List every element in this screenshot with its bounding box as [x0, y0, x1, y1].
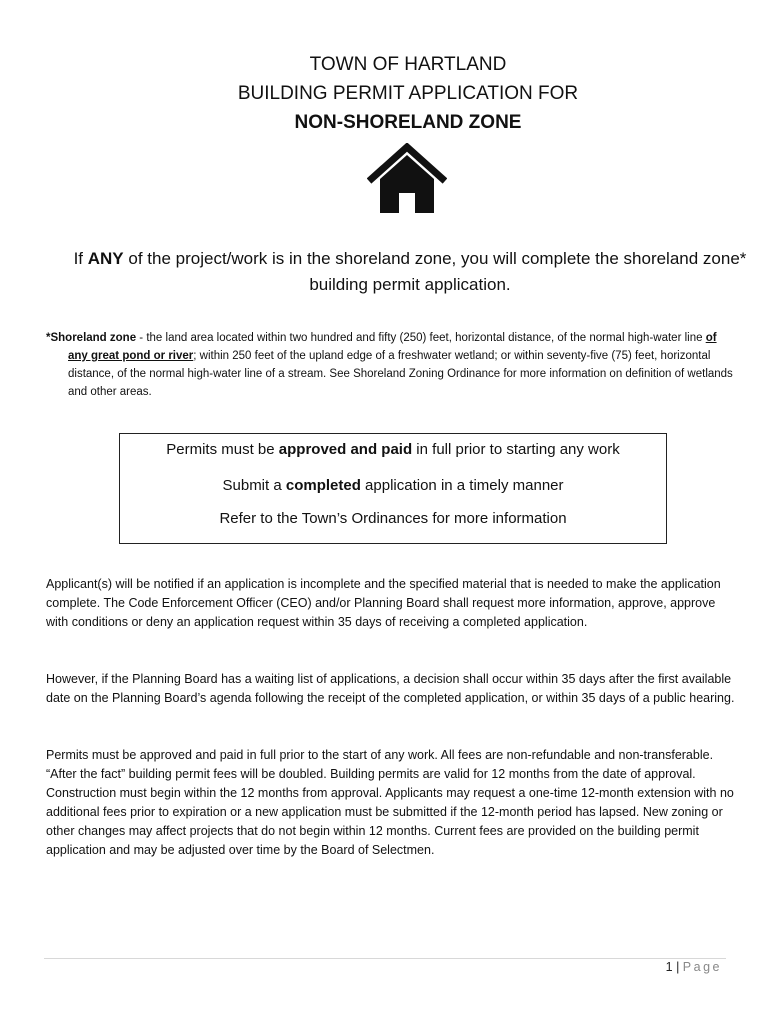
definition-text-before: - the land area located within two hundred and fifty (250) feet, horizontal distance, of the normal high-water line: [136, 332, 706, 344]
house-icon: [367, 143, 447, 215]
notice-line-submit-bold: completed: [285, 477, 361, 494]
notice-line-submit: [120, 477, 666, 494]
town-name: TOWN OF HARTLAND: [309, 54, 507, 75]
intro-suffix: of the project/work is in the shoreland zone, you will complete the shoreland zone* building permit application.: [123, 249, 747, 294]
notice-box: [119, 433, 667, 544]
definition-term: *Shoreland zone: [46, 332, 137, 344]
notice-line-payment-pre: Permits must be: [166, 441, 279, 458]
intro-emphasis: ANY: [87, 249, 124, 268]
paragraph-permit-terms: Permits must be approved and paid in full prior to the start of any work. All fees are non-refundable and non-transferable. “After the fact” building permit fees will be doubled. Building permits are valid for 12 months from the date of approval. Construction must begin within the 12 months from approval. Applicants may request a one-time 12-month extension with no additional fees prior to expiration or a new application must be submitted if the 12-month period has lapsed. New zoning or other changes may affect projects that do not begin within 12 months. Current fees are provided on the building permit application and may be adjusted over time by the Board of Selectmen.: [46, 748, 734, 857]
paragraph-planning-board: However, if the Planning Board has a waiting list of applications, a decision shall occur within 35 days after the first available date on the Planning Board’s agenda following the receipt of the completed application, or within 35 days of a public hearing.: [46, 672, 735, 705]
shoreland-instruction: [60, 246, 760, 298]
notice-line-submit-pre: Submit a: [222, 477, 286, 494]
document-header: [0, 50, 770, 137]
intro-prefix: If: [73, 249, 88, 268]
zone-title: NON-SHORELAND ZONE: [294, 112, 522, 133]
notice-line-payment-post: in full prior to starting any work: [412, 441, 620, 458]
page-number-separator: |: [672, 960, 683, 974]
definition-text-after: ; within 250 feet of the upland edge of a freshwater wetland; or within seventy-five (75) feet, horizontal distance, of the normal high-water line of a stream. See Shoreland Zoning Ordinance for more information on definition of wetlands and other areas.: [68, 350, 733, 398]
definition-emphasis: of any great pond or river: [68, 332, 717, 362]
notice-line-submit-post: application in a timely manner: [360, 477, 564, 494]
notice-line-payment: [120, 441, 666, 458]
page-number-value: 1: [665, 960, 673, 974]
page-word: Page: [682, 960, 722, 974]
shoreland-definition: [46, 329, 736, 401]
paragraph-notification: Applicant(s) will be notified if an application is incomplete and the specified material that is needed to make the application complete. The Code Enforcement Officer (CEO) and/or Planning Board shall request more information, approve, approve with conditions or deny an application request within 35 days of receiving a completed application.: [46, 577, 721, 629]
footer-divider: [44, 958, 726, 959]
notice-line-payment-bold: approved and paid: [278, 441, 413, 458]
page-number: [666, 960, 722, 974]
application-title: BUILDING PERMIT APPLICATION FOR: [237, 83, 579, 104]
notice-line-ordinances: Refer to the Town’s Ordinances for more information: [219, 510, 567, 527]
